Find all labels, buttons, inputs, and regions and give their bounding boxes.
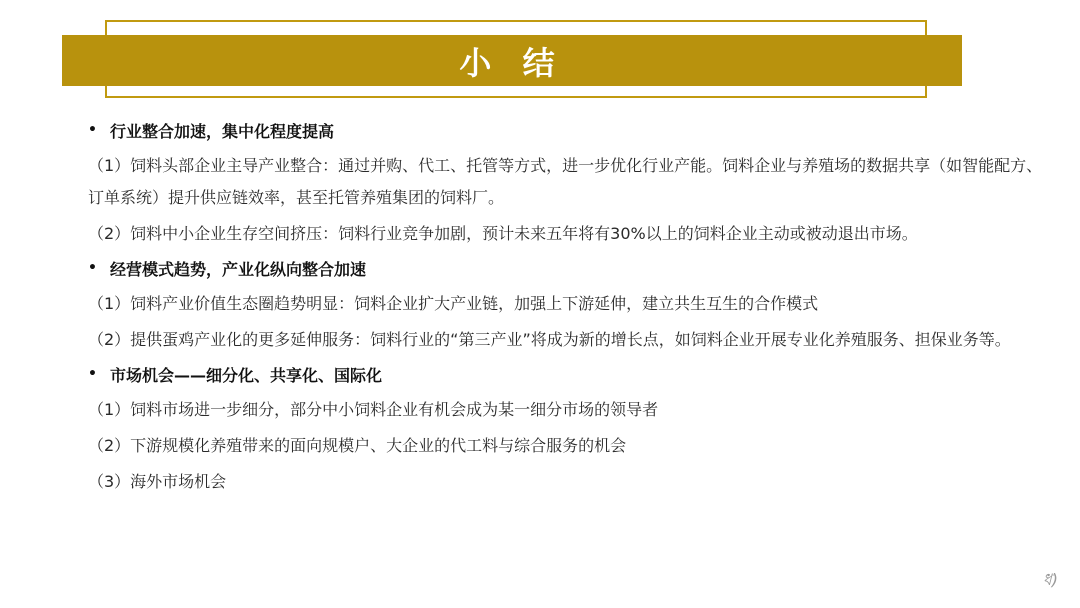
list-item: （2）饲料中小企业生存空间挤压：饲料行业竞争加剧，预计未来五年将有30%以上的饲料企业主动或被动退出市场。 [88, 224, 918, 243]
list-item: （1）饲料产业价值生态圈趋势明显：饲料企业扩大产业链，加强上下游延伸，建立共生互生的合作模式 [88, 294, 819, 313]
list-item: （3）海外市场机会 [88, 472, 227, 491]
bullet-icon: • [88, 366, 97, 382]
section-3 [88, 362, 1048, 498]
section-heading-text: 行业整合加速，集中化程度提高 [110, 121, 335, 141]
list-item: （2）提供蛋鸡产业化的更多延伸服务：饲料行业的“第三产业”将成为新的增长点，如饲料企业开展专业化养殖服务、担保业务等。 [88, 330, 1011, 349]
section-heading-text: 市场机会——细分化、共享化、国际化 [110, 365, 383, 385]
list-item: （2）下游规模化养殖带来的面向规模户、大企业的代工料与综合服务的机会 [88, 436, 627, 455]
content-body [88, 112, 1048, 502]
section-1 [88, 118, 1048, 250]
bullet-icon: • [88, 260, 97, 276]
section-heading [88, 118, 1048, 142]
list-item: （1）饲料头部企业主导产业整合：通过并购、代工、托管等方式，进一步优化行业产能。饲料企业与养殖场的数据共享（如智能配方、订单系统）提升供应链效率，甚至托管养殖集团的饲料厂。 [88, 156, 1043, 207]
page-title: 小 结 [459, 43, 565, 82]
section-heading [88, 362, 1048, 386]
bullet-icon: • [88, 122, 97, 138]
title-bar [62, 35, 962, 86]
section-heading-text: 经营模式趋势，产业化纵向整合加速 [110, 259, 367, 279]
list-item: （1）饲料市场进一步细分，部分中小饲料企业有机会成为某一细分市场的领导者 [88, 400, 659, 419]
section-heading [88, 256, 1048, 280]
section-2 [88, 256, 1048, 356]
brand-logo-icon: ধ) [1042, 570, 1058, 589]
